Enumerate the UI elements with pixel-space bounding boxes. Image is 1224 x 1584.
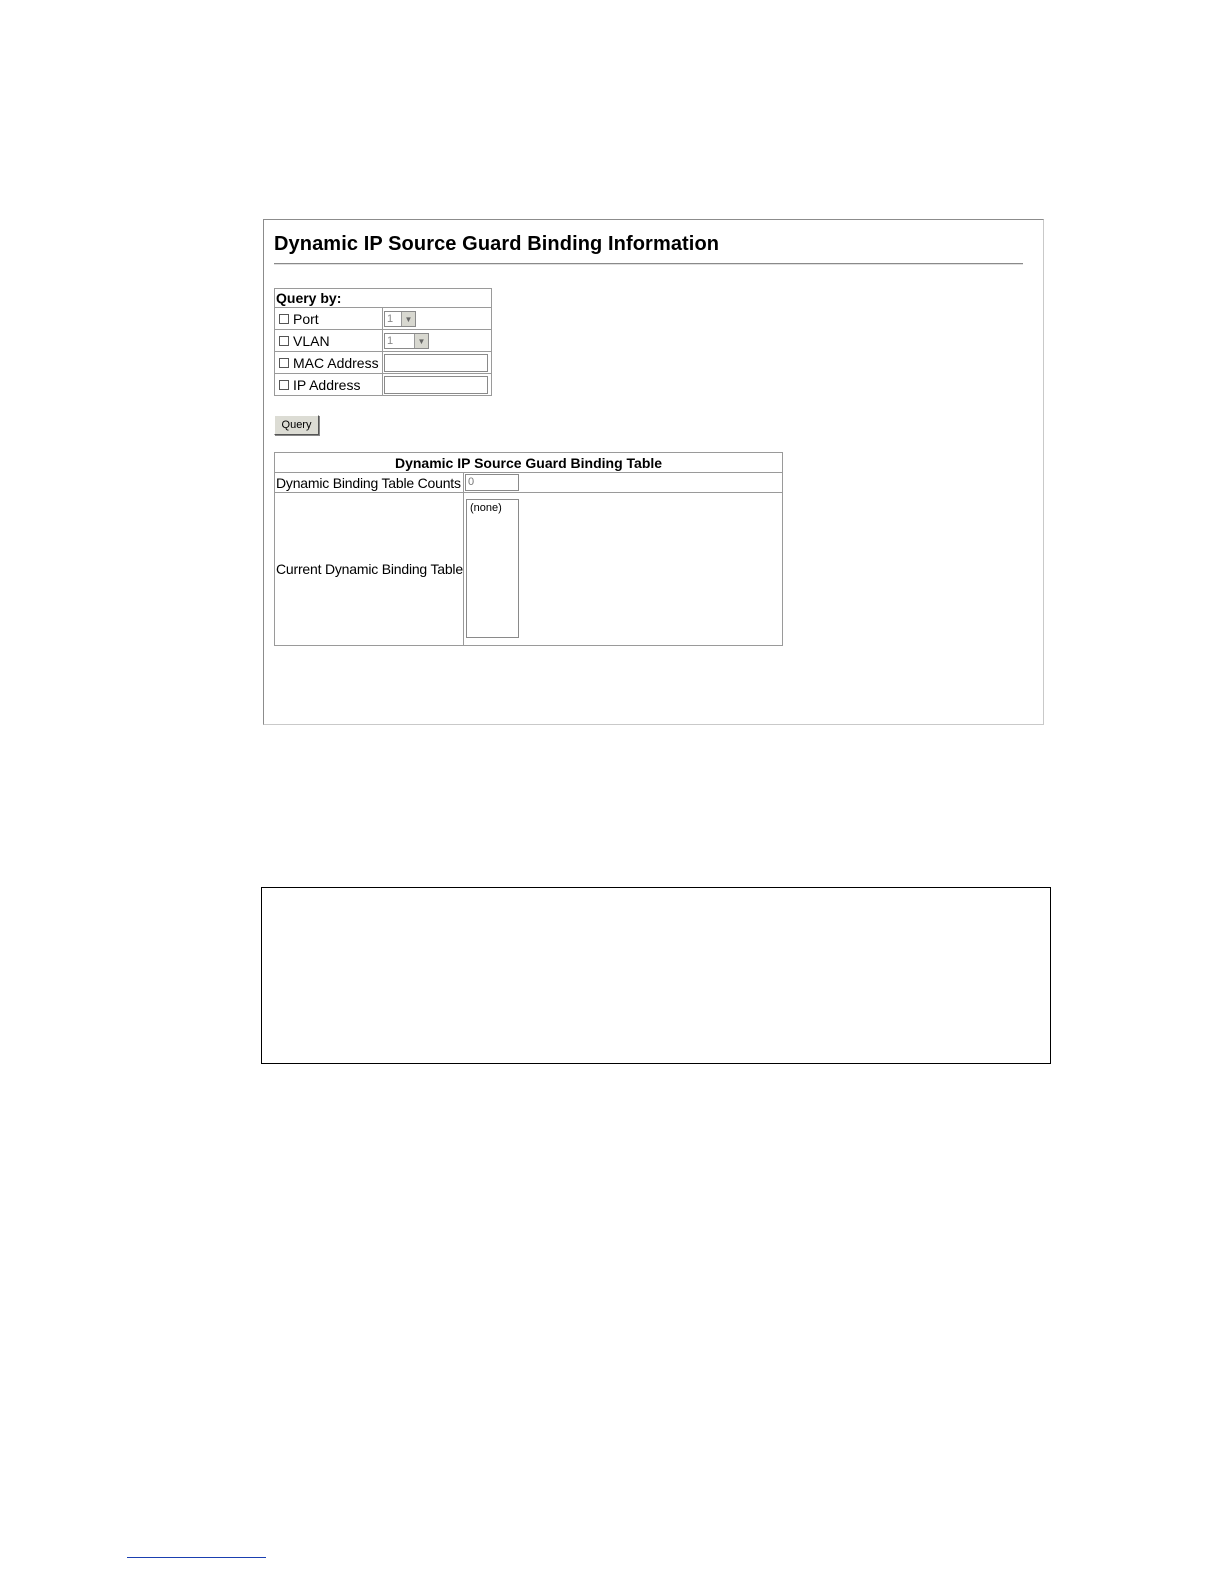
query-table [274,288,492,396]
ip-address-label: IP Address [293,376,361,393]
binding-table [274,452,783,646]
vlan-label: VLAN [293,332,330,349]
query-row-vlan [275,330,492,352]
mac-address-input[interactable] [384,354,488,372]
mac-address-checkbox[interactable] [279,358,289,368]
port-select[interactable] [384,311,416,327]
query-heading: Query by: [275,289,492,308]
current-binding-listbox[interactable] [466,499,519,638]
query-row-mac [275,352,492,374]
binding-counts-row [275,473,783,493]
binding-counts-label: Dynamic Binding Table Counts [275,473,464,493]
mac-address-label: MAC Address [293,354,379,371]
ip-address-input[interactable] [384,376,488,394]
current-binding-row [275,493,783,646]
page-title: Dynamic IP Source Guard Binding Information [274,233,720,255]
ip-address-checkbox[interactable] [279,380,289,390]
query-row-ip [275,374,492,396]
list-item[interactable]: (none) [469,502,502,514]
footer-rule [127,1557,266,1558]
vlan-select[interactable] [384,333,429,349]
port-checkbox[interactable] [279,314,289,324]
port-select-value: 1 [387,313,394,326]
vlan-checkbox[interactable] [279,336,289,346]
current-binding-label: Current Dynamic Binding Table [275,493,464,646]
title-divider [274,263,1023,265]
chevron-down-icon: ▼ [401,312,415,326]
web-ui-screenshot [263,219,1044,725]
vlan-select-value: 1 [387,335,394,348]
query-row-port [275,308,492,330]
binding-counts-field: 0 [465,474,519,491]
query-button[interactable]: Query [274,415,319,435]
port-label: Port [293,310,319,327]
chevron-down-icon: ▼ [414,334,428,348]
binding-table-title: Dynamic IP Source Guard Binding Table [275,453,783,473]
empty-bordered-box [261,887,1051,1064]
